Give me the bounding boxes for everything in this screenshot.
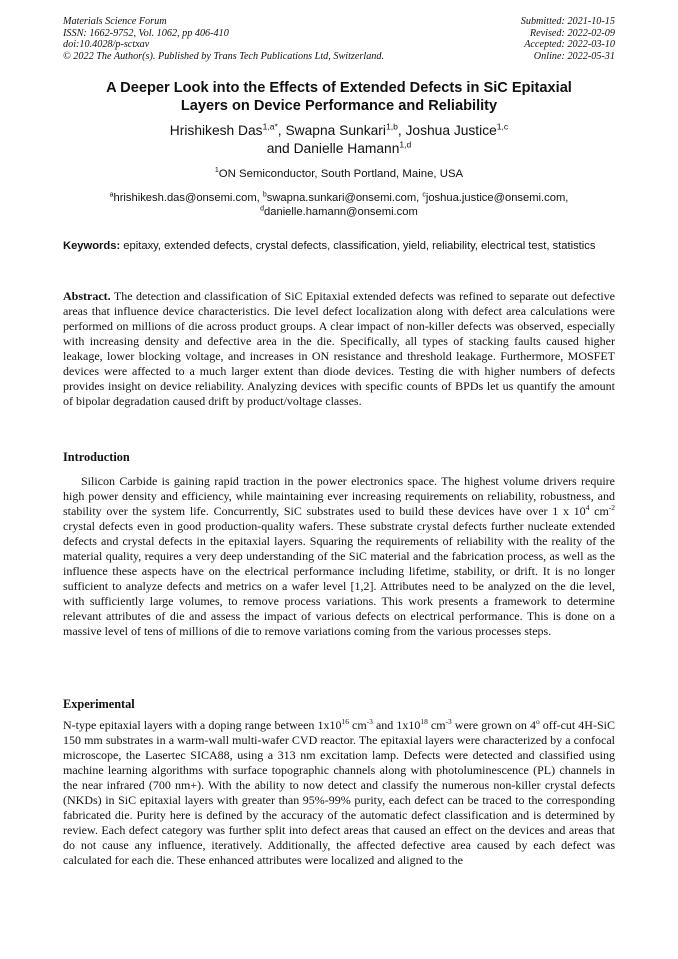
introduction-paragraph (63, 474, 615, 638)
journal-name: Materials Science Forum (63, 16, 167, 27)
email-link[interactable]: joshua.justice@onsemi.com, (425, 192, 569, 204)
keywords-text: epitaxy, extended defects, crystal defects, classification, yield, reliability, electrical test, statistics (120, 240, 596, 252)
journal-doi: doi:10.4028/p-sctxav (63, 39, 150, 51)
section-heading-introduction: Introduction (63, 450, 130, 464)
text-run: were grown on 4 (451, 718, 537, 732)
title-line-2: Layers on Device Performance and Reliability (180, 97, 498, 114)
text-sup: -3 (445, 717, 452, 726)
abstract-text: The detection and classification of SiC Epitaxial extended defects was refined to separate out defective areas that influence device characteristics. Die level defect localization along with defect area calculations were performed on millions of die across product groups. A clear impact of non-killer defects was observed, especially with increasing density and defective area in the die. Specifically, all types of stacking faults caused higher leakage, lower blocking voltage, and increases in ON resistance and threshold leakage. Furthermore, MOSFET devices were affected to a much larger extent than diode devices. Testing die with higher numbers of defects provides insight on device reliability. Analyzing devices with specific counts of BPDs let us quantify the amount of bipolar degradation caused drift by product/voltage classes. (63, 289, 615, 408)
email-sup: a (109, 191, 114, 199)
affiliation-sup: 1 (214, 167, 219, 175)
section-heading-experimental: Experimental (63, 697, 135, 711)
text-sup: -3 (366, 717, 373, 726)
abstract (63, 289, 615, 409)
author-name: Hrishikesh Das (169, 123, 263, 138)
keywords (63, 239, 615, 253)
affiliation (63, 167, 615, 181)
keywords-label: Keywords: (63, 240, 121, 252)
text-sup: -2 (608, 502, 615, 512)
email-link[interactable]: danielle.hamann@onsemi.com (264, 206, 418, 218)
author-sup: 1,d (399, 139, 412, 150)
journal-issn: ISSN: 1662-9752, Vol. 1062, pp 406-410 (63, 27, 229, 39)
text-run: cm (589, 503, 609, 518)
email-link[interactable]: hrishikesh.das@onsemi.com, (113, 192, 263, 204)
text-run: N-type epitaxial layers with a doping range between 1x10 (63, 718, 342, 732)
text-sup: 4 (585, 502, 590, 512)
text-sup: o (536, 717, 540, 726)
text-run: Silicon Carbide is gaining rapid traction in the power electronics space. The highest volume drivers require high power density and efficiency, while maintaining ever increasing requirements on reliability, robustness, and stability over the system life. Concurrently, SiC substrates used to build these devices have over 1 x 10 (63, 474, 615, 518)
text-run: and 1x10 (372, 718, 421, 732)
author-sep: , (397, 123, 406, 138)
email-line-1 (63, 191, 615, 205)
title-line-1: A Deeper Look into the Effects of Extended Defects in SiC Epitaxial (106, 80, 572, 96)
journal-info (63, 16, 384, 62)
email-sup: c (422, 191, 426, 199)
author-emails (63, 191, 615, 219)
text-run: off-cut 4H-SiC 150 mm substrates in a warm-wall multi-wafer CVD reactor. The epitaxial layers were characterized by a confocal microscope, the Lasertec SICA88, using a 313 nm excitation lamp. Defects were detected and classified using machine learning algorithms with surface topographic channels along with photoluminescence (PL) channels in the near infrared (700 nm+). With the ability to now detect and classify the numerous non-killer crystal defects (NKDs) in SiC epitaxial layers with greater than 95%-99% purity, each defect can be traced to the corresponding fabricated die. Purity here is defined by the accuracy of the automatic defect classification and is determined by review. Each defect category was further split into defect areas that caused an effect on the devices and areas that do not cause any influence, iteratively. Additionally, the affected defective area caused by each defect was calculated for each die. These enhanced attributes were localized and aligned to the (63, 718, 615, 867)
author-sup: 1,b (385, 121, 398, 132)
author-sup: 1,a* (262, 121, 278, 132)
date-revised: Revised: 2022-02-09 (529, 27, 615, 39)
journal-copyright: © 2022 The Author(s). Published by Trans Tech Publications Ltd, Switzerland. (63, 50, 385, 62)
author-name: Danielle Hamann (293, 141, 400, 156)
journal-header (63, 16, 615, 62)
text-sup: 16 (341, 717, 349, 726)
email-sup: d (260, 205, 265, 213)
paper-title (63, 80, 615, 115)
text-run: crystal defects even in good production-quality wafers. These substrate crystal defects further nucleate extended defects and crystal defects in the epitaxial layers. Squaring the requirements of reliability with the reality of the material quality, requires a very deep understanding of the SiC material and the fabrication process, as well as the influence these aspects have on the electrical performance including lifetime, stability, or drift. It is no longer sufficient to analyze defects and metrics on a wafer level [1,2]. Attributes need to be analyzed on the die level, with sufficiently large volumes, to remove process variations. This work presents a framework to determine relevant attributes of die and assess the impact of various defects on electrical performance. This is done on a massive level of tens of millions of die to remove variations coming from the various processes steps. (63, 518, 615, 638)
date-online: Online: 2022-05-31 (533, 50, 615, 62)
author-list (63, 122, 615, 158)
email-line-2 (63, 205, 615, 219)
author-name: Joshua Justice (405, 123, 497, 138)
text-run: cm (427, 718, 446, 732)
author-line-2 (63, 140, 615, 158)
publication-dates (521, 16, 615, 62)
text-run: cm (348, 718, 367, 732)
date-accepted: Accepted: 2022-03-10 (524, 39, 615, 51)
abstract-label: Abstract. (63, 289, 111, 303)
author-sep: , (277, 123, 286, 138)
author-and: and (266, 141, 294, 156)
author-sup: 1,c (496, 121, 509, 132)
experimental-paragraph (63, 718, 615, 868)
date-submitted: Submitted: 2021-10-15 (520, 16, 615, 27)
text-sup: 18 (420, 717, 428, 726)
email-sup: b (262, 191, 267, 199)
email-link[interactable]: swapna.sunkari@onsemi.com, (266, 192, 423, 204)
author-line-1 (63, 122, 615, 140)
affiliation-text: ON Semiconductor, South Portland, Maine, USA (218, 168, 464, 180)
author-name: Swapna Sunkari (285, 123, 386, 138)
